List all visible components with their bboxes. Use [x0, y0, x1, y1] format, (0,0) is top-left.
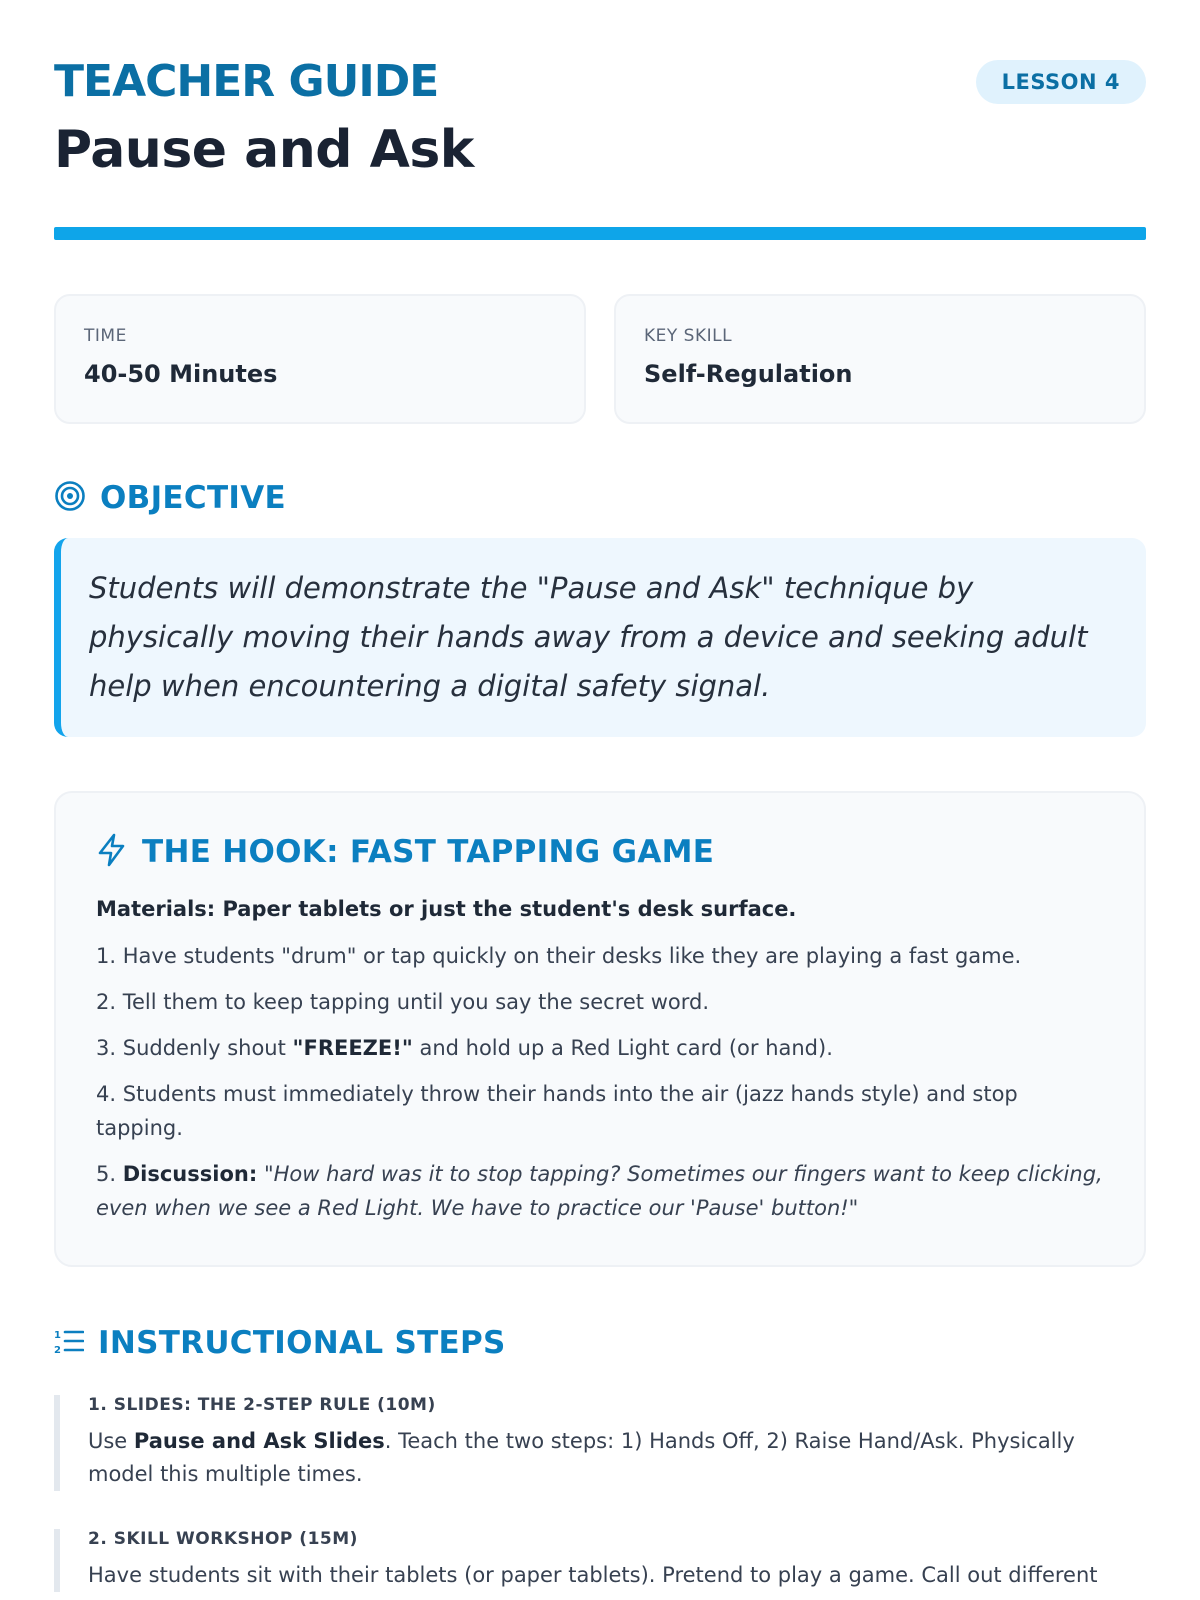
meta-cards — [54, 294, 1146, 424]
hook-step: 4. Students must immediately throw their hands into the air (jazz hands style) and stop tapping. — [96, 1082, 1018, 1140]
instructional-heading — [54, 1325, 1146, 1361]
objective-text: Students will demonstrate the "Pause and Ask" technique by physically moving their hands away from a device and seeking adult help when encountering a digital safety signal. — [89, 571, 1088, 703]
objective-heading — [54, 480, 1146, 516]
lesson-badge: LESSON 4 — [976, 60, 1146, 104]
header — [54, 0, 1146, 182]
instructional-step — [54, 1529, 1146, 1592]
hook-heading-text: THE HOOK: FAST TAPPING GAME — [142, 834, 715, 870]
key-skill-card — [614, 294, 1146, 424]
guide-eyebrow: TEACHER GUIDE — [54, 56, 439, 107]
hook-steps — [96, 939, 1104, 1225]
step-title: 1. SLIDES: THE 2-STEP RULE (10M) — [88, 1395, 436, 1415]
numbered-list-icon — [54, 1327, 84, 1359]
step-title: 2. SKILL WORKSHOP (15M) — [88, 1529, 358, 1549]
objective-heading-text: OBJECTIVE — [100, 480, 286, 516]
svg-text:2: 2 — [54, 1345, 61, 1355]
header-divider — [54, 227, 1146, 240]
hook-card — [54, 791, 1146, 1267]
lightning-icon — [96, 833, 128, 871]
hook-step: 1. Have students "drum" or tap quickly on their desks like they are playing a fast game. — [96, 944, 1022, 968]
hook-step: 2. Tell them to keep tapping until you say the secret word. — [96, 990, 709, 1014]
time-card — [54, 294, 586, 424]
hook-step: 3. Suddenly shout "FREEZE!" and hold up a Red Light card (or hand). — [96, 1036, 833, 1060]
lesson-title: Pause and Ask — [54, 120, 474, 180]
time-value: 40-50 Minutes — [84, 360, 278, 388]
hook-step: 5. Discussion: "How hard was it to stop tapping? Sometimes our fingers want to keep clicking, even when we see a Red Light. We have to practice our 'Pause' button!" — [96, 1162, 1103, 1220]
hook-heading — [96, 833, 1104, 871]
step-body: Have students sit with their tablets (or paper tablets). Pretend to play a game. Call out different — [88, 1563, 1098, 1587]
instructional-steps — [54, 1395, 1146, 1592]
time-label: TIME — [84, 326, 127, 346]
key-skill-value: Self-Regulation — [644, 360, 853, 388]
step-body: Use Pause and Ask Slides. Teach the two steps: 1) Hands Off, 2) Raise Hand/Ask. Physically model this multiple times. — [88, 1429, 1075, 1486]
instructional-heading-text: INSTRUCTIONAL STEPS — [98, 1325, 506, 1361]
instructional-step — [54, 1395, 1146, 1491]
target-icon — [54, 480, 86, 516]
key-skill-label: KEY SKILL — [644, 326, 733, 346]
svg-text:1: 1 — [54, 1330, 61, 1341]
objective-callout — [54, 538, 1146, 737]
hook-materials: Materials: Paper tablets or just the student's desk surface. — [96, 897, 797, 921]
